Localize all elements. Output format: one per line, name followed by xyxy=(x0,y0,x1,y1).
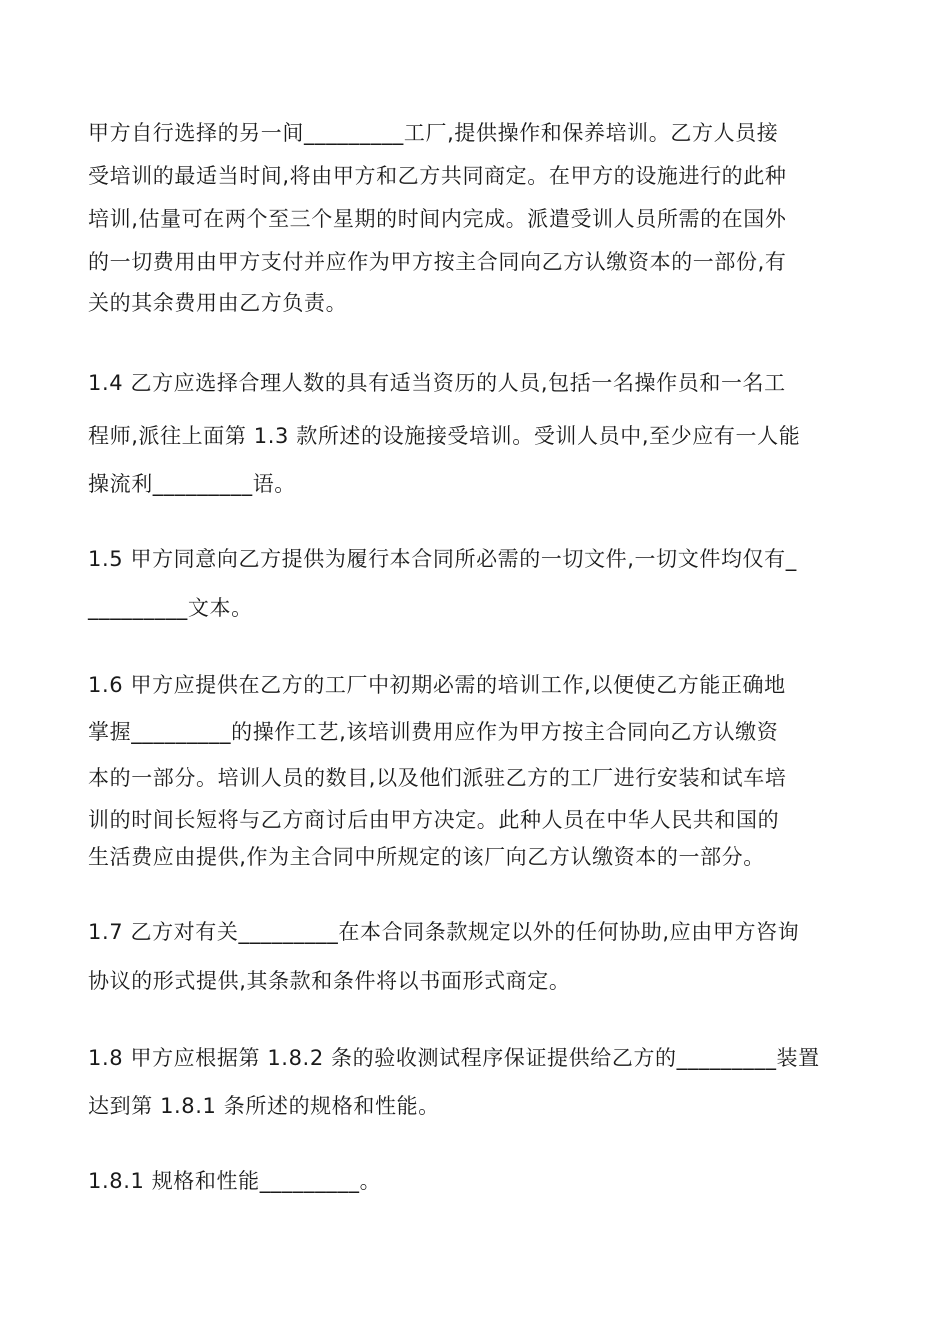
text-line: 达到第 1.8.1 条所述的规格和性能。 xyxy=(88,1094,440,1118)
text-line: 程师,派往上面第 1.3 款所述的设施接受培训。受训人员中,至少应有一人能 xyxy=(88,424,801,448)
text-line: 本的一部分。培训人员的数目,以及他们派驻乙方的工厂进行安装和试车培 xyxy=(88,766,787,790)
text-line: 生活费应由提供,作为主合同中所规定的该厂向乙方认缴资本的一部分。 xyxy=(88,845,765,869)
text-line: 协议的形式提供,其条款和条件将以书面形式商定。 xyxy=(88,969,571,993)
text-line: _________文本。 xyxy=(88,596,253,620)
text-line: 1.5 甲方同意向乙方提供为履行本合同所必需的一切文件,一切文件均仅有_ xyxy=(88,547,797,571)
text-line: 关的其余费用由乙方负责。 xyxy=(88,291,348,315)
text-line: 1.6 甲方应提供在乙方的工厂中初期必需的培训工作,以便使乙方能正确地 xyxy=(88,673,786,697)
text-line: 1.8 甲方应根据第 1.8.2 条的验收测试程序保证提供给乙方的_________装置 xyxy=(88,1046,820,1070)
text-line: 操流利_________语。 xyxy=(88,472,296,496)
text-line: 1.8.1 规格和性能_________。 xyxy=(88,1169,382,1193)
text-line: 训的时间长短将与乙方商讨后由甲方决定。此种人员在中华人民共和国的 xyxy=(88,808,780,832)
text-line: 1.7 乙方对有关_________在本合同条款规定以外的任何协助,应由甲方咨询 xyxy=(88,920,800,944)
text-line: 受培训的最适当时间,将由甲方和乙方共同商定。在甲方的设施进行的此种 xyxy=(88,164,787,188)
text-line: 1.4 乙方应选择合理人数的具有适当资历的人员,包括一名操作员和一名工 xyxy=(88,371,786,395)
text-line: 甲方自行选择的另一间_________工厂,提供操作和保养培训。乙方人员接 xyxy=(88,121,779,145)
text-line: 掌握_________的操作工艺,该培训费用应作为甲方按主合同向乙方认缴资 xyxy=(88,720,779,744)
text-line: 的一切费用由甲方支付并应作为甲方按主合同向乙方认缴资本的一部份,有 xyxy=(88,250,787,274)
text-line: 培训,估量可在两个至三个星期的时间内完成。派遣受训人员所需的在国外 xyxy=(88,207,787,231)
